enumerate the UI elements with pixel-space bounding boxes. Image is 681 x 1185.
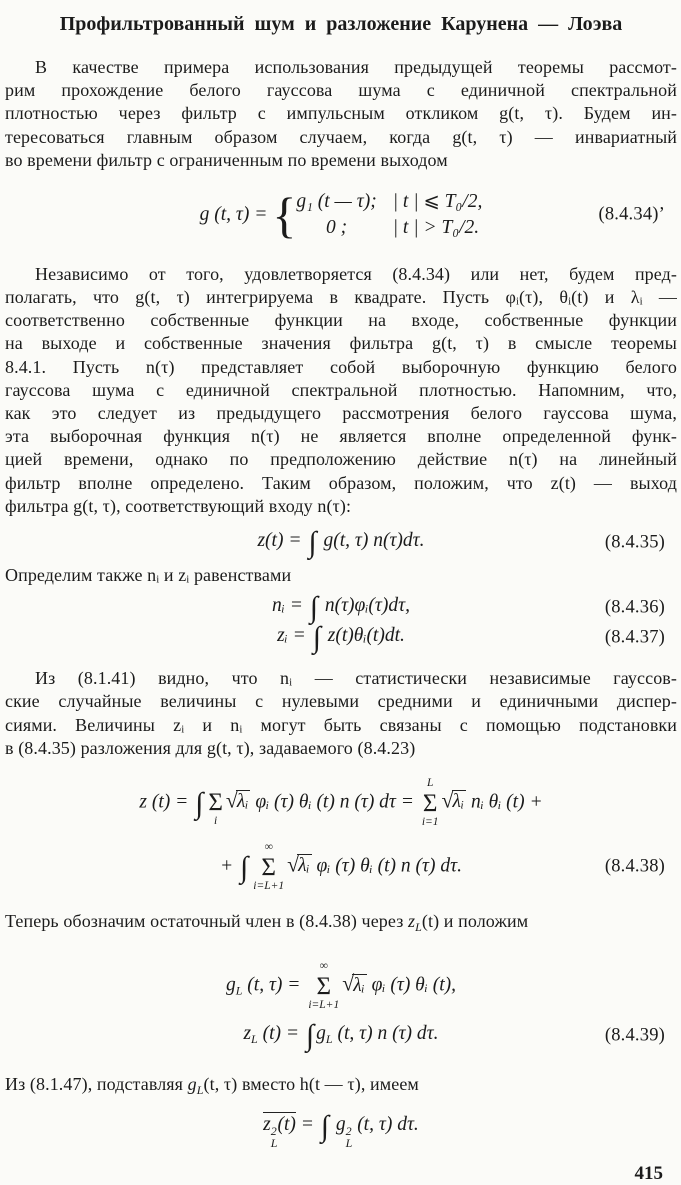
sqrt-radical: √	[441, 788, 454, 813]
text-line: фильтр вполне определено. Таким образом, положим, что z(t) — выход	[5, 472, 677, 493]
text-line: сиями. Величины zᵢ и nᵢ могут быть связаны с помощью подстановки	[5, 714, 677, 735]
equation-tag: (8.4.36)	[604, 597, 665, 618]
text-segment: (t, τ) вместо h(t — τ), имеем	[203, 1074, 419, 1095]
equation-text: z(t)θᵢ(t)dt.	[322, 625, 405, 647]
sum-symbol	[208, 778, 223, 828]
equation-lhs: g (t, τ) =	[199, 203, 273, 225]
equation-text: (t)	[277, 1114, 296, 1136]
text-line: В качестве примера использования предыдущей теоремы рассмот-	[35, 57, 677, 77]
equation-text: z (t) =	[139, 791, 194, 813]
sqrt-radicand: λᵢ	[452, 791, 465, 813]
equation-tag: (8.4.38)	[604, 856, 665, 877]
equation-tag: (8.4.34)’	[598, 204, 665, 225]
equation-8-4-39	[5, 1021, 677, 1051]
equation-8-4-35	[5, 528, 677, 558]
case-condition: | t | > T₀/2.	[392, 217, 480, 239]
integral-sign: ∫	[320, 1110, 329, 1144]
equation-tag: (8.4.35)	[604, 532, 665, 553]
sigma-glyph: Σ	[422, 789, 438, 817]
sqrt-radical: √	[342, 971, 355, 996]
sigma-glyph: Σ	[316, 972, 332, 1000]
equation-text: nᵢ θᵢ (t) +	[466, 791, 543, 813]
sum-upper-limit: ∞	[264, 841, 273, 854]
equation-8-4-38-line2	[5, 842, 677, 892]
sigma-glyph: Σ	[261, 853, 276, 881]
integral-sign: ∫	[240, 851, 249, 885]
sum-upper-limit: L	[426, 777, 434, 790]
page-title: Профильтрованный шум и разложение Карунена — Лоэва	[59, 13, 623, 35]
case-condition: | t | ⩽ T₀/2,	[392, 191, 483, 213]
text-line: тересоваться главным образом случаем, когда g(t, τ) — инвариатный	[5, 126, 677, 147]
text-line: Из (8.1.41) видно, что nᵢ — статистически независимые гауссов-	[35, 668, 677, 689]
text-line: во времени фильтр с ограниченным по времени выходом	[5, 149, 448, 170]
substitution-line	[5, 1073, 677, 1102]
text-line: полагать, что g(t, τ) интегрируема в квадрате. Пусть φᵢ(τ), θᵢ(t) и λᵢ —	[5, 286, 677, 307]
variable: g	[331, 1114, 346, 1136]
equation-text: g(t, τ) n(τ)dτ.	[318, 530, 425, 551]
sqrt-radicand: λᵢ	[353, 974, 365, 996]
text-segment: Теперь обозначим остаточный член в (8.4.38) через	[5, 911, 409, 932]
equation-text: (t, τ) =	[242, 974, 306, 996]
paragraph-independence	[5, 667, 677, 760]
variable: g	[187, 1074, 197, 1095]
page-number: 415	[634, 1163, 663, 1185]
subscript: L	[270, 1136, 278, 1151]
text-line: как это следует из предыдущего рассмотрения белого гауссова шума,	[5, 402, 677, 423]
variable: g	[316, 1023, 326, 1045]
sqrt-radicand: λᵢ	[298, 855, 310, 877]
equation-text: +	[219, 855, 239, 877]
variable: g	[225, 974, 236, 996]
equation-text: φᵢ (τ) θᵢ (t) n (τ) dτ.	[311, 855, 462, 877]
sqrt-radicand: λᵢ	[236, 791, 249, 813]
remainder-line	[5, 910, 677, 939]
equation-text: φᵢ (τ) θᵢ (t) n (τ) dτ =	[250, 791, 419, 813]
text-segment: (t) и положим	[421, 911, 529, 932]
equation-8-4-36	[5, 593, 677, 623]
define-line: Определим также nᵢ и zᵢ равенствами	[5, 565, 292, 585]
overline-group	[263, 1112, 296, 1149]
equation-mean-square	[5, 1112, 677, 1149]
sum-lower-limit: i=1	[421, 815, 439, 828]
equation-8-4-38-line1	[5, 778, 677, 828]
sum-lower-limit: i=L+1	[253, 879, 285, 892]
variable: z	[408, 911, 416, 932]
equation-8-4-34	[5, 186, 677, 243]
variable-subscript: L	[196, 1083, 204, 1098]
case-expression: 0 ;	[325, 217, 348, 239]
equation-text: (t, τ) dτ.	[352, 1114, 419, 1136]
variable-subscript: L	[325, 1032, 333, 1047]
variable: z	[263, 1114, 271, 1136]
text-line: в (8.4.35) разложения для g(t, τ), задаваемого (8.4.23)	[5, 737, 416, 758]
text-line: 8.4.1. Пусть n(τ) представляет собой выборочную функцию белого	[5, 356, 677, 377]
equation-text: z(t) =	[257, 530, 307, 551]
text-line: плотностью через фильтр с импульсным откликом g(t, τ). Будем ин-	[5, 103, 677, 124]
sum-symbol	[308, 961, 339, 1011]
sup-sub-stack	[271, 1125, 278, 1149]
text-line: фильтра g(t, τ), соответствующий входу n(τ):	[5, 495, 352, 516]
variable-subscript: L	[251, 1032, 258, 1047]
sup-sub-stack	[346, 1125, 353, 1149]
sum-lower-limit: i=L+1	[308, 998, 340, 1011]
sqrt-radical: √	[225, 788, 238, 813]
superscript: 2	[270, 1124, 277, 1139]
subscript: L	[345, 1136, 353, 1151]
text-line: ские случайные величины с нулевыми средними и единичными диспер-	[5, 691, 677, 712]
integral-sign: ∫	[312, 621, 321, 655]
equation-text: φᵢ (τ) θᵢ (t),	[366, 974, 457, 996]
text-line: соответственно собственные функции на входе, собственные функции	[5, 310, 677, 331]
variable-subscript: L	[415, 920, 422, 935]
paragraph-assumptions	[5, 263, 677, 518]
cases-body	[296, 190, 482, 241]
integral-sign: ∫	[309, 591, 318, 625]
sum-upper-limit: ∞	[319, 960, 328, 973]
integral-sign: ∫	[308, 526, 317, 559]
equation-text: (t, τ) n (τ) dτ.	[332, 1023, 439, 1045]
text-line: эта выборочная функция n(τ) не является вполне определенной функ-	[5, 426, 677, 447]
paragraph-intro	[5, 56, 677, 172]
superscript: 2	[345, 1124, 352, 1139]
text-line: цией времени, однако по предположению действие n(τ) на линейный	[5, 449, 677, 470]
equation-text: (t) =	[257, 1023, 304, 1045]
sum-symbol	[253, 842, 284, 892]
equation-tag: (8.4.39)	[604, 1025, 665, 1046]
equation-tag: (8.4.37)	[604, 627, 665, 648]
text-line: на выходе и собственные значения фильтра g(t, τ) в смысле теоремы	[5, 333, 677, 354]
text-line: Независимо от того, удовлетворяется (8.4.34) или нет, будем пред-	[35, 263, 677, 284]
equation-text: n(τ)φᵢ(τ)dτ,	[319, 595, 410, 617]
sum-lower-limit: i	[214, 815, 218, 828]
text-line: гауссова шума с единичной спектральной плотностью. Напомним, что,	[5, 379, 677, 400]
equation-text: nᵢ =	[271, 595, 308, 617]
equation-gl-definition	[5, 961, 677, 1011]
cases-brace: {	[272, 186, 297, 243]
sigma-glyph: Σ	[208, 789, 223, 817]
integral-sign: ∫	[195, 787, 204, 821]
case-expression: g₁ (t — τ);	[296, 191, 377, 213]
equation-text: =	[295, 1114, 319, 1136]
variable: z	[243, 1023, 252, 1045]
text-line: рим прохождение белого гауссова шума с единичной спектральной	[5, 80, 677, 101]
sum-symbol	[422, 778, 439, 828]
equation-text: zᵢ =	[277, 625, 311, 647]
equation-8-4-37	[5, 623, 677, 653]
variable-subscript: L	[235, 983, 243, 998]
sqrt-radical: √	[287, 852, 300, 877]
text-segment: Из (8.1.47), подставляя	[5, 1074, 188, 1095]
integral-sign: ∫	[305, 1019, 315, 1053]
